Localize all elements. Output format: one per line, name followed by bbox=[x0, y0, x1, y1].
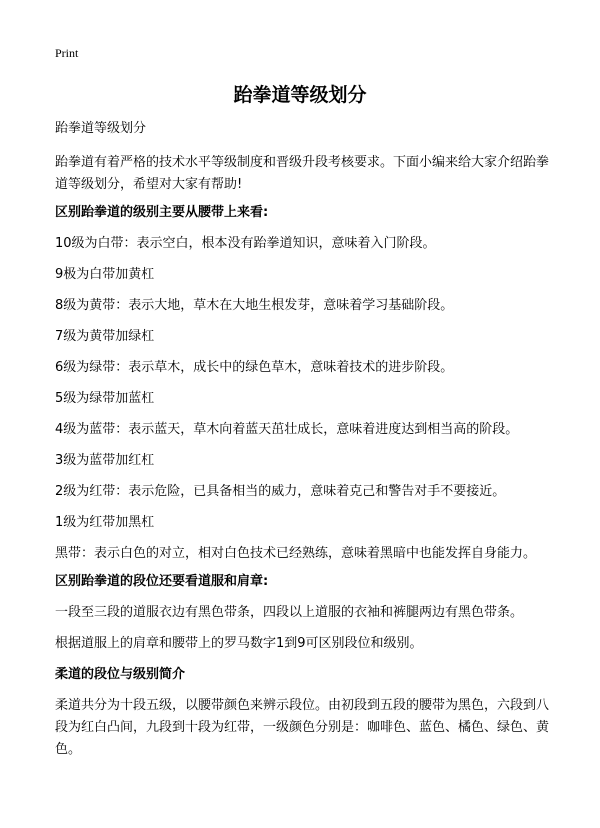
page-title: 跆拳道等级划分 bbox=[233, 84, 367, 106]
rank-line-2: 2级为红带：表示危险，已具备相当的威力，意味着克己和警告对手不要接近。 bbox=[55, 484, 506, 499]
black-belt-paragraph: 黑带：表示白色的对立，相对白色技术已经熟练，意味着黑暗中也能发挥自身能力。 bbox=[55, 546, 537, 561]
document-body bbox=[55, 118, 555, 761]
rank-line-7: 7级为黄带加绿杠 bbox=[55, 329, 155, 344]
rank-line-10: 10级为白带：表示空白，根本没有跆拳道知识，意味着入门阶段。 bbox=[55, 236, 436, 251]
epaulet-paragraph: 根据道服上的肩章和腰带上的罗马数字1到9可区别段位和级别。 bbox=[55, 636, 423, 651]
rank-line-1: 1级为红带加黑杠 bbox=[55, 515, 155, 530]
rank-line-9: 9极为白带加黄杠 bbox=[55, 267, 155, 282]
subtitle-paragraph: 跆拳道等级划分 bbox=[55, 121, 147, 136]
judo-paragraph: 柔道共分为十段五级，以腰带颜色来辨示段位。由初段到五段的腰带为黑色，六段到八段为红白凸间，九段到十段为红带，一级颜色分别是：咖啡色、蓝色、橘色、绿色、黄色。 bbox=[55, 698, 550, 757]
section-heading-belts: 区别跆拳道的级别主要从腰带上来看: bbox=[55, 205, 269, 220]
section-heading-judo: 柔道的段位与级别简介 bbox=[55, 667, 186, 682]
rank-line-5: 5级为绿带加蓝杠 bbox=[55, 391, 155, 406]
rank-line-8: 8级为黄带：表示大地，草木在大地生根发芽，意味着学习基础阶段。 bbox=[55, 298, 454, 313]
print-link[interactable]: Print bbox=[55, 46, 79, 60]
uniform-paragraph: 一段至三段的道服衣边有黑色带条，四段以上道服的衣袖和裤腿两边有黑色带条。 bbox=[55, 605, 524, 620]
rank-line-3: 3级为蓝带加红杠 bbox=[55, 453, 155, 468]
intro-paragraph: 跆拳道有着严格的技术水平等级制度和晋级升段考核要求。下面小编来给大家介绍跆拳道等级划分，希望对大家有帮助! bbox=[55, 155, 550, 192]
rank-line-4: 4级为蓝带：表示蓝天，草木向着蓝天茁壮成长，意味着进度达到相当高的阶段。 bbox=[55, 422, 519, 437]
rank-line-6: 6级为绿带：表示草木，成长中的绿色草木，意味着技术的进步阶段。 bbox=[55, 360, 454, 375]
section-heading-uniform: 区别跆拳道的段位还要看道服和肩章: bbox=[55, 574, 269, 589]
